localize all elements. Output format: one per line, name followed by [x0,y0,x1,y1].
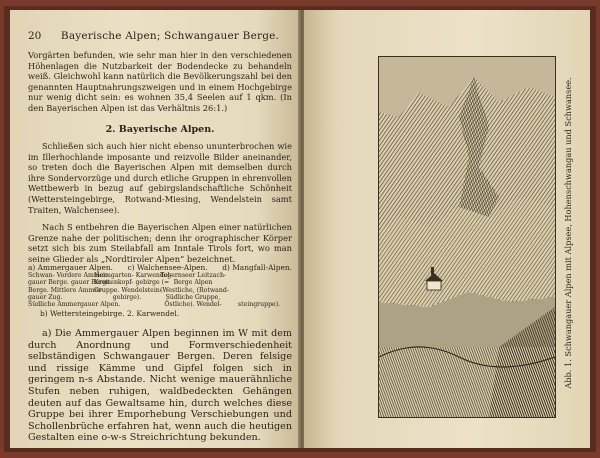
table-cell: gauer Zug. [28,293,63,301]
paragraph-4 [28,328,292,444]
table-cell: Heimgarten- Karwendel- [94,272,172,279]
table-column-1 [28,272,121,309]
table-cell: Südliche Gruppe, [165,293,221,301]
table-cell: gebirge). [112,293,142,301]
table-cell: Östliche). Wendel- [164,301,222,309]
paragraph-2-text: Schließen sich auch hier nicht ebenso ununterbrochen wie im Illerhochlande imposante und reizvolle Bilder aneinander, so treten doch die Bayerischen Alpen mit demselben durch ihre Sondervorzüge und durch etliche Gruppen in ehrenvollen Wettbewerb in bezug auf gebirgslandschaftliche Schönheit (Wettersteingebirge, Rotwand-Miesing, Wendelstein samt Traiten, Walchensee). [28,141,292,215]
engraving-illustration [378,56,556,418]
table-cell: (Westliche, (Rotwand- [160,286,229,294]
table-cell: Berge. Mittlere Ammer- [28,286,104,294]
paragraph-4-text: a) Die Ammergauer Alpen beginnen im W mit dem durch Anordnung und Formverschiedenheit selbständigen Schwangauer Bergen. Deren felsige und rissige Kämme und Gipfel folgen sich in geringem n-s Abstande. Nicht wenige mauerähnliche Stufen neben ruhigen, waldbedeckten Gehängen deuten auf das Gewaltsame hin, durch welches diese Gruppe bei ihrer Emporhebung Verschiebungen und Schollenbrüche erfahren hat, wenn auch die heutigen Gestalten eine o-w-s Streichrichtung bekunden. [28,328,292,444]
paragraph-3 [28,222,292,264]
alpine-landscape-engraving [379,57,555,417]
paragraph-2 [28,141,292,215]
table-cell: steingruppe). [237,301,281,308]
paragraph-3-text: Nach S entbehren die Bayerischen Alpen einer natürlichen Grenze nahe der politischen; denn ihr orographischer Körper setzt sich bis zum Steilabfall am Inntale Tirols fort, wo man seine Glieder als „Nordtiroler Alpen“ bezeichnet. [28,222,292,264]
table-header-a: a) Ammergauer Alpen. [28,263,113,272]
table-header-d: d) Mangfall-Alpen. [222,263,292,272]
table-body [28,272,292,308]
table-cell: Schwan- Vordere Ammer- [28,272,109,279]
table-header-c: c) Walchensee-Alpen. [127,263,208,272]
right-page [304,10,590,448]
figure-caption-text: Abb. 1. Schwangauer Alpen mit Alpsee, Hohenschwangau und Schwansee. [563,77,573,389]
page-number: 20 [28,30,42,42]
paragraph-1-text: Vorgärten befunden, wie sehr man hier in den verschiedenen Höhenlagen die Nutzbarkeit der Bodendecke zu behandeln weiß. Gleichwohl kann natürlich die Bevölkerungszahl bei den genannten Hauptnahrungszweigen und in einem Hochgebirge nur wenig dicht sein: es wohnen 35,4 Seelen auf 1 qkm. (In den Bayerischen Alpen ist das Verhältnis 26:1.) [28,50,292,113]
section-heading: 2. Bayerische Alpen. [105,124,215,135]
table-cell: Gruppe. Wendelstein- [94,286,162,294]
table-bottom-row: b) Wettersteingebirge. 2. Karwendel. [40,309,180,319]
left-page [10,10,300,448]
table-column-4 [226,272,292,308]
table-cell: Tegernseer Leitzach- [160,272,227,279]
table-column-2 [94,272,172,308]
table-cell: Südliche Ammergauer Alpen. [28,301,121,309]
table-cell: gauer Berge. gauer Berge. [28,279,112,287]
classification-table [28,263,292,318]
paragraph-1 [28,50,292,114]
table-column-3 [160,272,229,309]
open-book [4,6,596,452]
table-cell: Berge Alpen [173,279,213,287]
table-cell: Krottenkopf- gebirge (= [94,279,170,287]
running-title: Bayerische Alpen; Schwangauer Berge. [60,30,280,42]
figure-caption [558,56,576,416]
table-header-row [28,263,292,272]
